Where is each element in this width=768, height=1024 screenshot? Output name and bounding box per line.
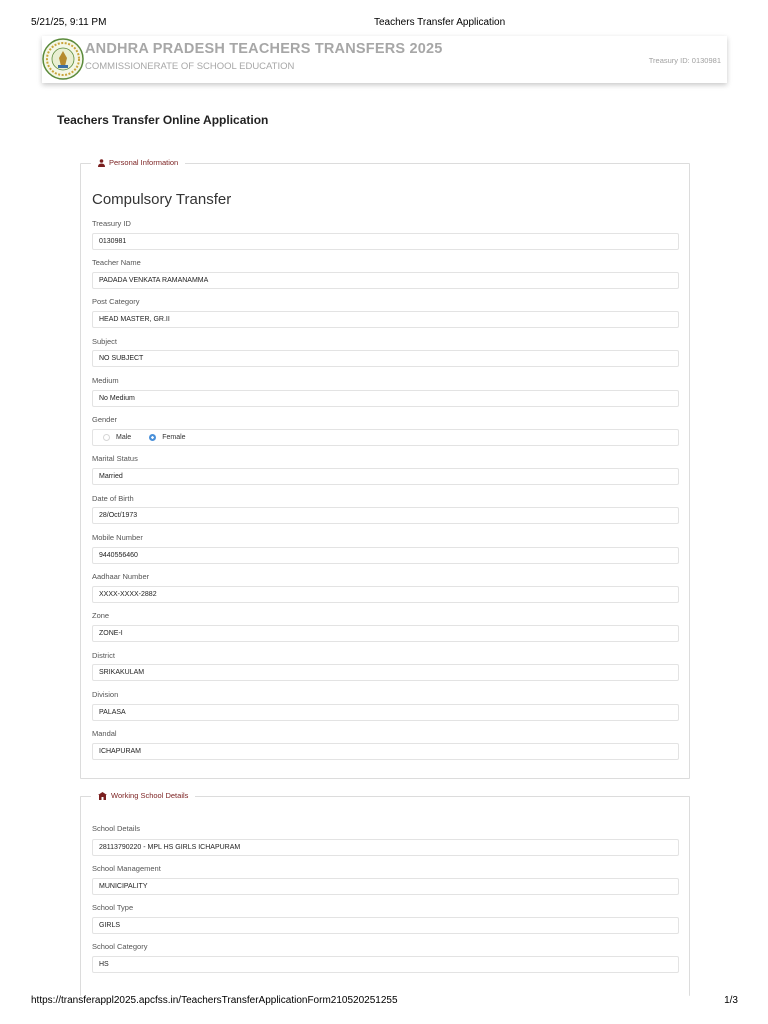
- header-banner: [42, 36, 727, 83]
- school-details-field[interactable]: 28113790220 - MPL HS GIRLS ICHAPURAM: [92, 839, 679, 856]
- personal-information-section: [80, 158, 690, 779]
- marital-status-field[interactable]: Married: [92, 468, 679, 485]
- medium-field[interactable]: No Medium: [92, 390, 679, 407]
- subject-field[interactable]: NO SUBJECT: [92, 350, 679, 367]
- aadhaar-number-field[interactable]: XXXX-XXXX-2882: [92, 586, 679, 603]
- working-school-details-section: [80, 791, 690, 996]
- gender-label: Gender: [92, 415, 118, 424]
- gender-male-radio[interactable]: [103, 434, 110, 441]
- aadhaar-number-label: Aadhaar Number: [92, 572, 150, 581]
- mandal-field[interactable]: ICHAPURAM: [92, 743, 679, 760]
- teacher-name-field[interactable]: PADADA VENKATA RAMANAMMA: [92, 272, 679, 289]
- banner-title: ANDHRA PRADESH TEACHERS TRANSFERS 2025: [85, 41, 443, 57]
- district-field[interactable]: SRIKAKULAM: [92, 664, 679, 681]
- school-management-label: School Management: [92, 864, 161, 873]
- banner-treasury-id: Treasury ID: 0130981: [648, 56, 721, 65]
- person-icon: [98, 159, 105, 167]
- post-category-label: Post Category: [92, 297, 140, 306]
- mobile-number-label: Mobile Number: [92, 533, 143, 542]
- working-school-details-legend-text: Working School Details: [111, 791, 189, 800]
- page-title: Teachers Transfer Online Application: [57, 113, 269, 127]
- treasury-id-label: Treasury ID: [92, 219, 131, 228]
- print-url: https://transferappl2025.apcfss.in/TeachersTransferApplicationForm210520251255: [31, 995, 398, 1006]
- division-label: Division: [92, 690, 119, 699]
- mobile-number-field[interactable]: 9440556460: [92, 547, 679, 564]
- district-label: District: [92, 651, 115, 660]
- marital-status-label: Marital Status: [92, 454, 138, 463]
- gender-radio-group: [92, 429, 679, 446]
- state-emblem-icon: [42, 38, 84, 80]
- gender-male-label: Male: [116, 434, 132, 441]
- transfer-type-title: Compulsory Transfer: [92, 191, 232, 208]
- gender-female-label: Female: [162, 434, 186, 441]
- print-title: Teachers Transfer Application: [374, 17, 506, 28]
- post-category-field[interactable]: HEAD MASTER, GR.II: [92, 311, 679, 328]
- print-datetime: 5/21/25, 9:11 PM: [31, 17, 107, 28]
- date-of-birth-label: Date of Birth: [92, 494, 134, 503]
- school-category-field[interactable]: HS: [92, 956, 679, 973]
- personal-information-legend-text: Personal Information: [109, 158, 179, 167]
- gender-female-radio[interactable]: [149, 434, 156, 441]
- personal-information-legend: [91, 158, 185, 167]
- division-field[interactable]: PALASA: [92, 704, 679, 721]
- print-header: [31, 17, 741, 31]
- mandal-label: Mandal: [92, 729, 117, 738]
- medium-label: Medium: [92, 376, 119, 385]
- school-type-label: School Type: [92, 903, 134, 912]
- school-management-field[interactable]: MUNICIPALITY: [92, 878, 679, 895]
- school-category-label: School Category: [92, 942, 148, 951]
- treasury-id-field[interactable]: 0130981: [92, 233, 679, 250]
- subject-label: Subject: [92, 337, 118, 346]
- print-footer: [31, 995, 741, 1009]
- school-type-field[interactable]: GIRLS: [92, 917, 679, 934]
- school-icon: [98, 792, 107, 800]
- teacher-name-label: Teacher Name: [92, 258, 141, 267]
- date-of-birth-field[interactable]: 28/Oct/1973: [92, 507, 679, 524]
- print-page-number: 1/3: [724, 995, 738, 1006]
- working-school-details-legend: [91, 791, 195, 800]
- banner-subtitle: COMMISSIONERATE OF SCHOOL EDUCATION: [85, 61, 295, 72]
- zone-field[interactable]: ZONE-I: [92, 625, 679, 642]
- zone-label: Zone: [92, 611, 110, 620]
- school-details-label: School Details: [92, 824, 140, 833]
